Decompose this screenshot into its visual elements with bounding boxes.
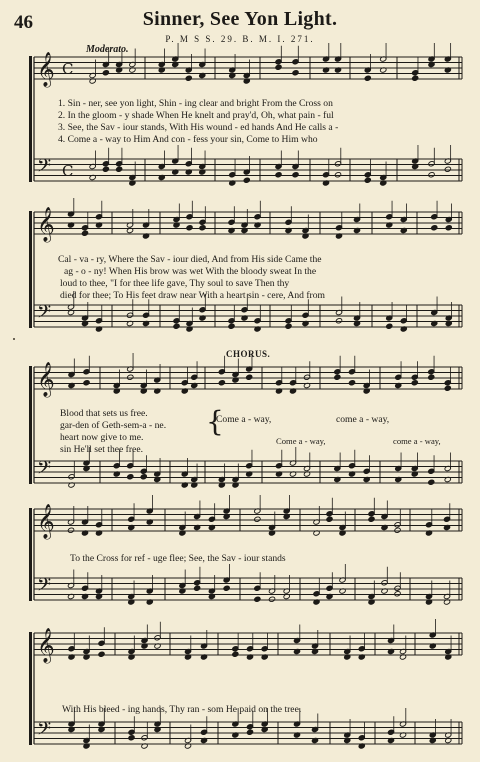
chorus-call-soprano: Come a - way,: [216, 414, 272, 425]
lyric-row2-verse3: loud to thee, "I for thee life gave, Thy soul to save Then thy: [60, 278, 290, 289]
notehead: [102, 70, 109, 76]
notehead: [140, 474, 147, 480]
chorus-label: CHORUS.: [226, 349, 271, 359]
notehead: [194, 585, 201, 591]
bass-clef: 𝄢: [37, 458, 52, 483]
notehead: [268, 596, 275, 602]
notehead: [228, 323, 235, 329]
notehead: [394, 591, 401, 597]
notehead: [334, 172, 341, 178]
treble-clef: 𝄞: [37, 628, 55, 663]
notehead: [127, 474, 134, 480]
notehead: [394, 527, 401, 533]
page-number: 46: [14, 12, 33, 33]
notehead: [185, 75, 192, 81]
bass-clef: 𝄢: [37, 575, 52, 600]
lyric-row3-verse1: Blood that sets us free.: [60, 408, 148, 419]
notehead: [116, 166, 123, 172]
notehead: [199, 225, 206, 231]
lyric-row2-verse4: died for thee; To His feet draw near With a heart sin - cere, And from: [60, 290, 325, 301]
notehead: [444, 166, 451, 172]
bass-clef: 𝄢: [37, 302, 52, 327]
notehead: [444, 385, 451, 391]
notehead: [431, 225, 438, 231]
notehead: [326, 516, 333, 522]
chorus-lyric-line1: To the Cross for ref - uge flee; See, the Sav - iour stands: [70, 553, 286, 564]
lyric-row2-verse1: Cal - va - ry, Where the Sav - iour died, And from His side Came the: [58, 254, 322, 265]
system-brace: [29, 56, 32, 182]
notehead: [246, 374, 253, 380]
chorus-lyric-line2: With His bleed - ing hands, Thy ran - som He paid on the tree.: [62, 704, 302, 715]
notehead: [246, 729, 253, 735]
notehead: [128, 735, 135, 741]
notehead: [243, 177, 250, 183]
notehead: [428, 374, 435, 380]
system-brace: [29, 508, 32, 601]
notehead: [173, 323, 180, 329]
print-speck: [13, 338, 15, 340]
notehead: [275, 64, 282, 70]
notehead: [81, 230, 88, 236]
notehead: [285, 323, 292, 329]
lyric-row1-verse4: 4. Come a - way to Him And con - fess your sin, Come to Him who: [58, 134, 318, 145]
notehead: [335, 318, 342, 324]
notehead: [254, 516, 261, 522]
notehead: [223, 585, 230, 591]
treble-clef: 𝄞: [37, 207, 55, 242]
hymn-title: Sinner, See Yon Light.: [142, 8, 338, 30]
notehead: [445, 225, 452, 231]
common-time: C: [62, 162, 74, 180]
notehead: [386, 323, 393, 329]
notehead: [334, 374, 341, 380]
notehead: [411, 380, 418, 386]
notehead: [67, 527, 74, 533]
notehead: [364, 75, 371, 81]
chorus-answer-bass: come a - way,: [393, 436, 441, 446]
chorus-call-bass: Come a - way,: [276, 436, 326, 446]
notehead: [368, 516, 375, 522]
notehead: [412, 75, 419, 81]
notehead: [232, 651, 239, 657]
system-brace: [29, 632, 32, 745]
notehead: [218, 380, 225, 386]
notehead: [102, 166, 109, 172]
notehead: [348, 380, 355, 386]
chorus-answer-soprano: come a - way,: [336, 414, 390, 425]
system-brace: [29, 366, 32, 484]
lyric-row1-verse1: 1. Sin - ner, see yon light, Shin - ing clear and bright From the Cross on: [58, 98, 333, 109]
notehead: [428, 479, 435, 485]
lyric-row2-verse2: ag - o - ny! When His brow was wet With the bloody sweat In the: [64, 266, 317, 277]
treble-clef: 𝄞: [37, 362, 55, 397]
verse-brace: {: [206, 405, 224, 438]
notehead: [364, 177, 371, 183]
notehead: [428, 172, 435, 178]
notehead: [98, 651, 105, 657]
lyric-row1-verse2: 2. In the gloom - y shade When He knelt and pray'd, Oh, what pain - ful: [58, 110, 334, 121]
notehead: [83, 380, 90, 386]
common-time: C: [62, 60, 74, 78]
notehead: [254, 596, 261, 602]
lyric-row3-verse2: gar-den of Geth-sem-a - ne.: [60, 420, 167, 431]
bass-clef: 𝄢: [37, 719, 52, 744]
notehead: [186, 225, 193, 231]
lyric-row1-verse3: 3. See, the Sav - iour stands, With His wound - ed hands And He calls a -: [58, 122, 339, 133]
lyric-row3-verse3: heart now give to me.: [60, 432, 144, 443]
notehead: [292, 70, 299, 76]
notehead: [275, 172, 282, 178]
bass-clef: 𝄢: [37, 156, 52, 181]
treble-clef: 𝄞: [37, 52, 55, 87]
system-brace: [29, 211, 32, 328]
treble-clef: 𝄞: [37, 504, 55, 539]
tune-references: P. M S S. 29. B. M. I. 271.: [165, 34, 315, 44]
notehead: [127, 374, 134, 380]
lyric-row3-verse4: sin He'll set thee free.: [60, 444, 143, 455]
notehead: [292, 172, 299, 178]
tempo-marking: Moderato.: [86, 44, 129, 55]
